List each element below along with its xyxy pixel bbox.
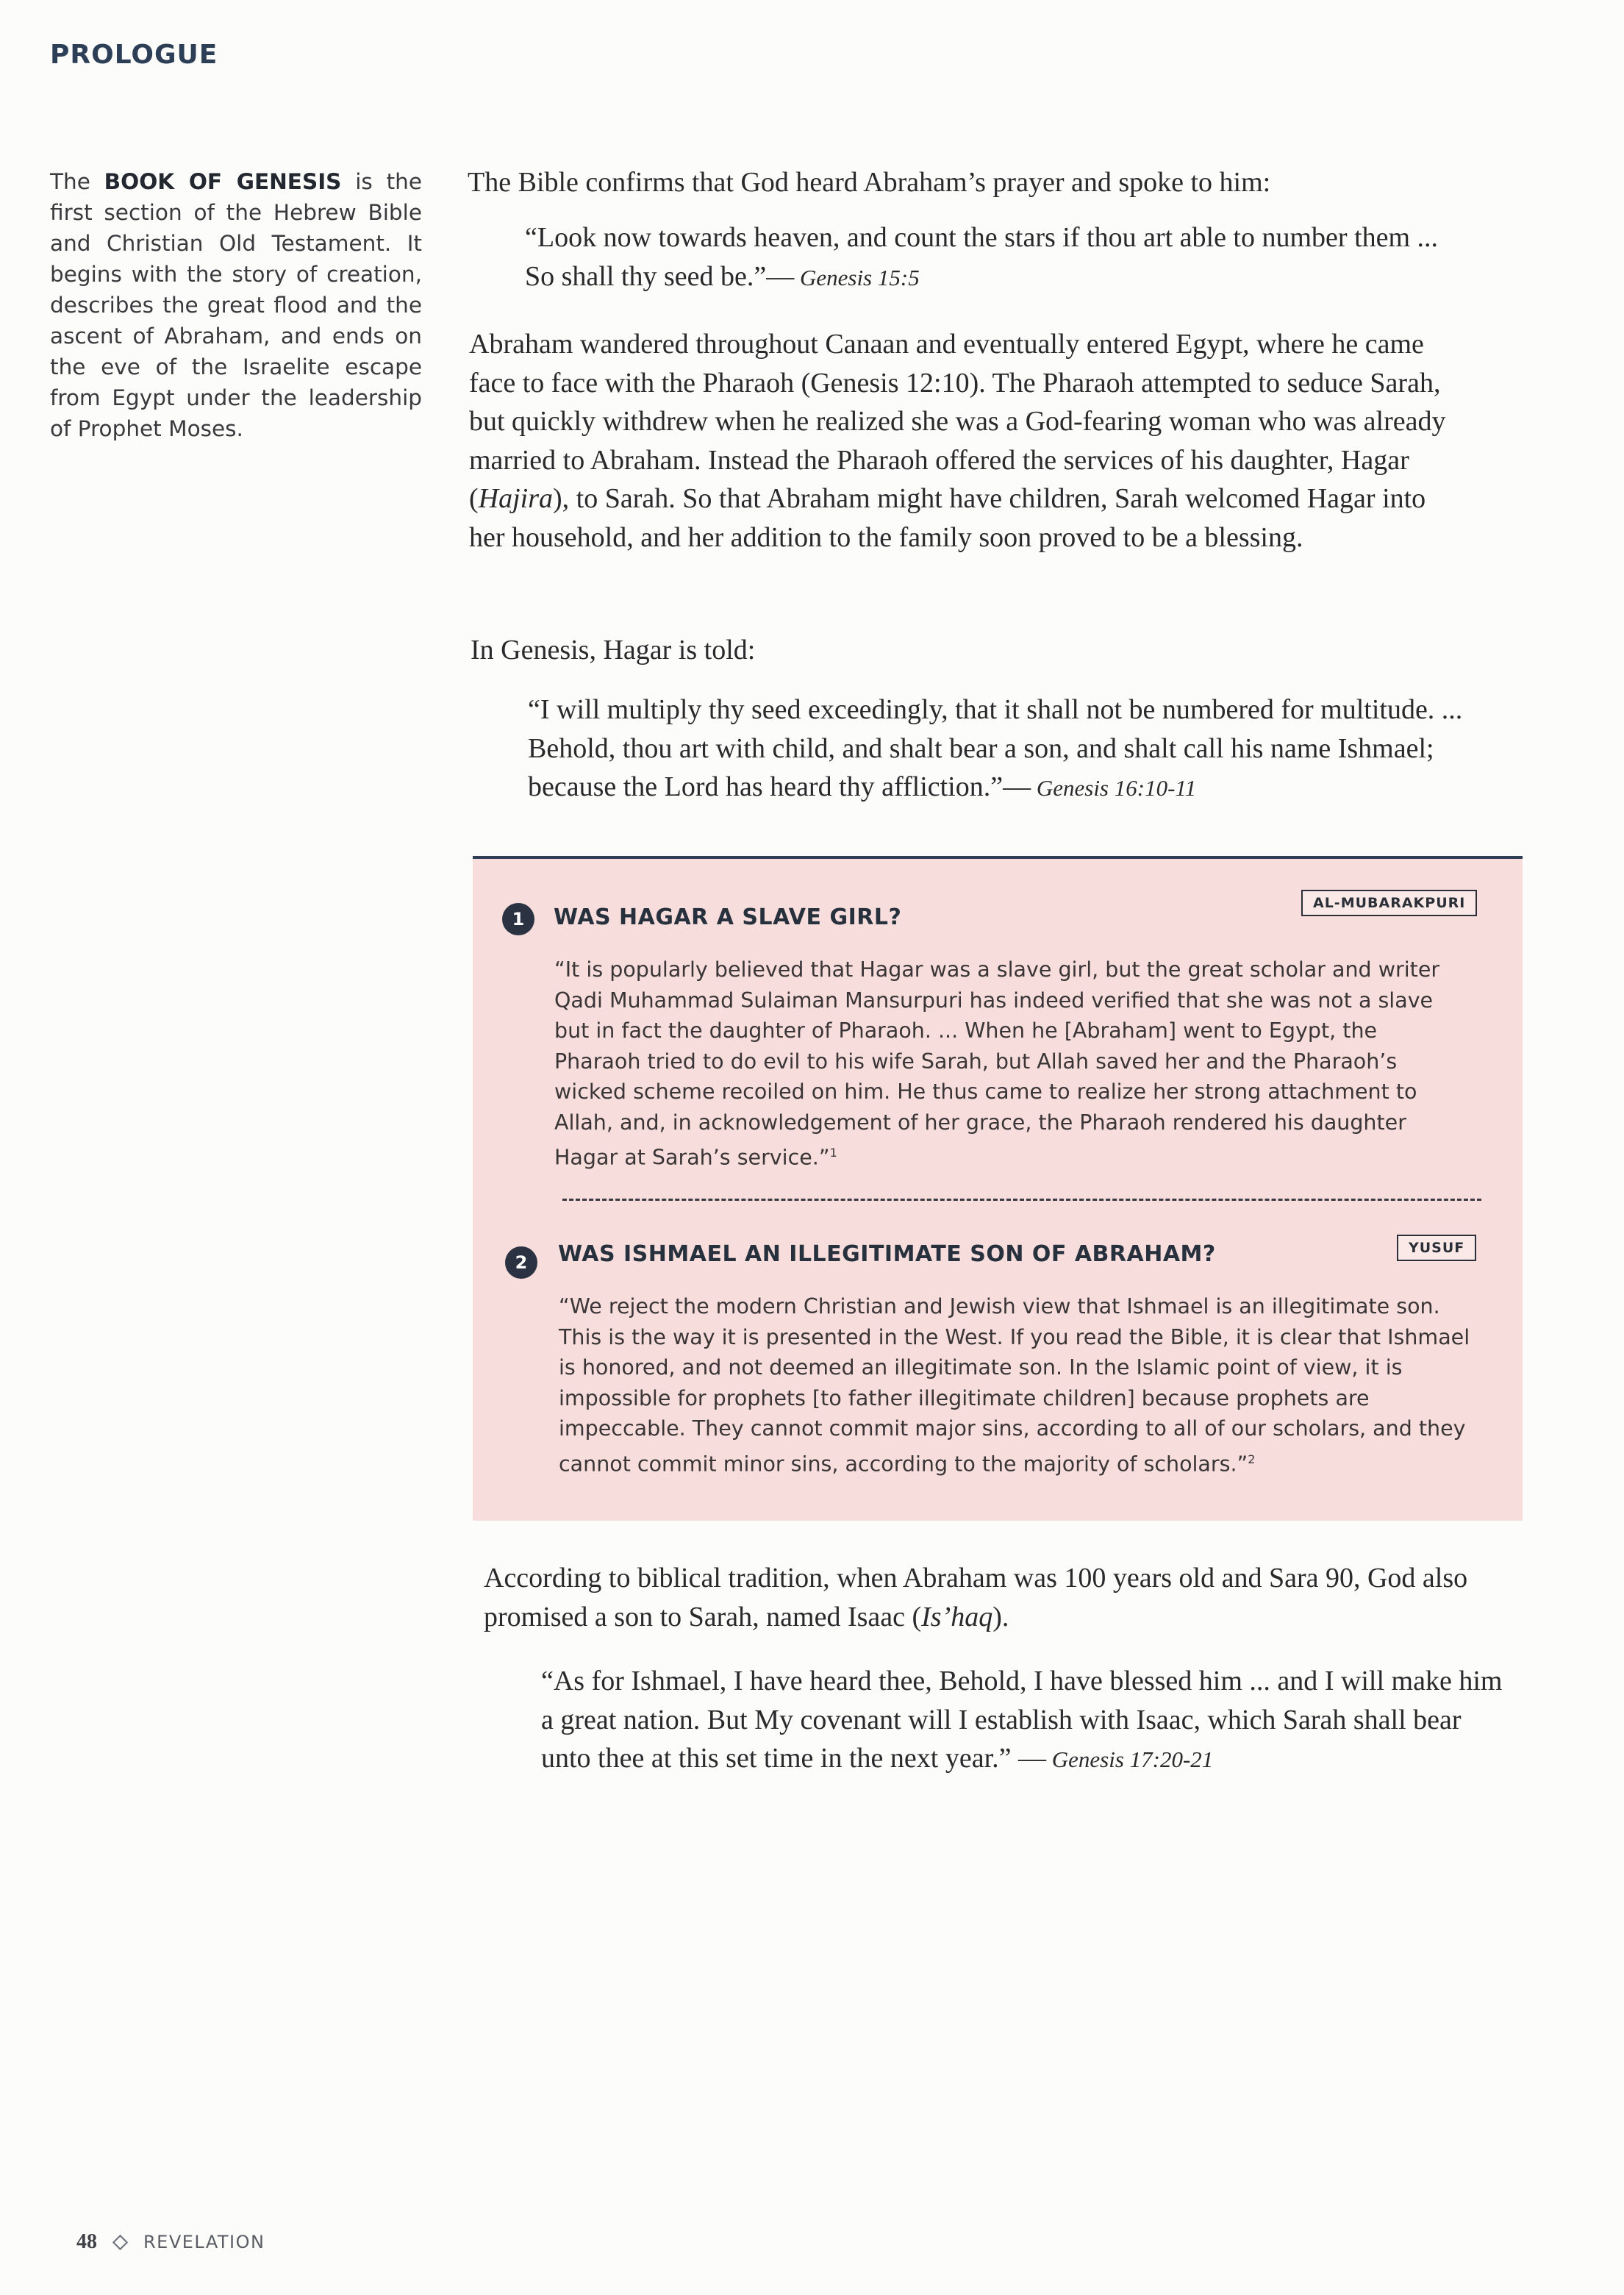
paragraph-4-after: ). bbox=[992, 1601, 1009, 1632]
page-number: 48 bbox=[76, 2230, 97, 2253]
sidebar-lead: The bbox=[50, 169, 104, 194]
quote-citation: Genesis 16:10-11 bbox=[1031, 775, 1197, 801]
sidebar-rest: is the first section of the Hebrew Bible and Christian Old Testament. It begins with the story of creation, describes the great flood and the ascent of Abraham, and ends on the eve of the Israelite escape from Egypt under the leadership of Prophet Moses. bbox=[50, 169, 422, 441]
callout-quote: “It is popularly believed that Hagar was a slave girl, but the great scholar and writer Qadi Muhammad Sulaiman Mansurpuri has indeed verified that she was not a slave but in fact the daughter of Pharaoh. ... When he [Abraham] went to Egypt, the Pharaoh tried to do evil to his wife Sarah, but Allah saved her and the Pharaoh’s wicked scheme recoiled on him. He thus came to realize her strong attachment to Allah, and, in acknowledgement of her grace, the Pharaoh rendered his daughter Hagar at Sarah’s service.” bbox=[554, 957, 1440, 1170]
quote-text: “As for Ishmael, I have heard thee, Behold, I have blessed him ... and I will make him a great nation. But My covenant will I establish with Isaac, which Sarah shall bear unto thee at this set time in the next year.” — bbox=[541, 1666, 1503, 1774]
quote-genesis-17 bbox=[541, 1662, 1504, 1780]
sidebar-note bbox=[50, 166, 422, 444]
paragraph-1: The Bible confirms that God heard Abraham’s prayer and spoke to him: bbox=[468, 167, 1271, 198]
quote-text: “I will multiply thy seed exceedingly, that it shall not be numbered for multitude. ... Behold, thou art with child, and shalt bear a son, and shalt call his name Ishmael; because the Lord has heard thy affliction.”— bbox=[528, 694, 1463, 802]
callout-number-2: 2 bbox=[505, 1246, 537, 1279]
quote-citation: Genesis 15:5 bbox=[794, 264, 920, 290]
paragraph-2-after: ), to Sarah. So that Abraham might have children, Sarah welcomed Hagar into her household, and her addition to the family soon proved to be a blessing. bbox=[469, 483, 1426, 553]
paragraph-2 bbox=[469, 325, 1466, 557]
diamond-icon bbox=[112, 2234, 128, 2249]
footnote-marker: 1 bbox=[829, 1146, 837, 1160]
callout-title-2: WAS ISHMAEL AN ILLEGITIMATE SON OF ABRAHAM? bbox=[558, 1241, 1216, 1267]
sidebar-term: BOOK OF GENESIS bbox=[104, 169, 342, 194]
paragraph-4-before: According to biblical tradition, when Abraham was 100 years old and Sara 90, God also promised a son to Sarah, named Isaac ( bbox=[484, 1563, 1468, 1632]
callout-quote: “We reject the modern Christian and Jewish view that Ishmael is an illegitimate son. This is the way it is presented in the West. If you read the Bible, it is clear that Ishmael is honored, and not deemed an illegitimate son. In the Islamic point of view, it is impossible for prophets [to father illegitimate children] because prophets are impeccable. They cannot commit major sins, according to all of our scholars, and they cannot commit minor sins, according to the majority of scholars.” bbox=[559, 1294, 1470, 1476]
callout-divider bbox=[562, 1199, 1481, 1201]
paragraph-2-before: Abraham wandered throughout Canaan and eventually entered Egypt, where he came face to face with the Pharaoh (Genesis 12:10). The Pharaoh attempted to seduce Sarah, but quickly withdrew when he realized she was a God-fearing woman who was already married to Abraham. Instead the Pharaoh offered the services of his daughter, Hagar ( bbox=[469, 329, 1446, 514]
quote-genesis-15 bbox=[525, 218, 1473, 297]
callout-tag-2: YUSUF bbox=[1397, 1235, 1476, 1261]
quote-citation: Genesis 17:20-21 bbox=[1046, 1746, 1214, 1772]
footnote-marker: 2 bbox=[1248, 1452, 1256, 1466]
callout-text-1 bbox=[554, 954, 1466, 1173]
page-footer bbox=[76, 2230, 265, 2254]
callout-box bbox=[473, 856, 1523, 1521]
quote-text: “Look now towards heaven, and count the stars if thou art able to number them ... So shall thy seed be.”— bbox=[525, 222, 1439, 292]
callout-text-2 bbox=[559, 1291, 1470, 1480]
paragraph-4-italic: Is’haq bbox=[921, 1601, 993, 1632]
callout-number-1: 1 bbox=[502, 903, 534, 935]
section-heading: PROLOGUE bbox=[50, 40, 218, 70]
paragraph-2-italic: Hajira bbox=[478, 483, 554, 514]
running-title: REVELATION bbox=[143, 2232, 265, 2252]
paragraph-3: In Genesis, Hagar is told: bbox=[471, 635, 756, 665]
paragraph-4 bbox=[484, 1559, 1520, 1636]
callout-tag-1: AL-MUBARAKPURI bbox=[1301, 890, 1477, 916]
quote-genesis-16 bbox=[528, 690, 1498, 808]
callout-title-1: WAS HAGAR A SLAVE GIRL? bbox=[554, 904, 902, 930]
